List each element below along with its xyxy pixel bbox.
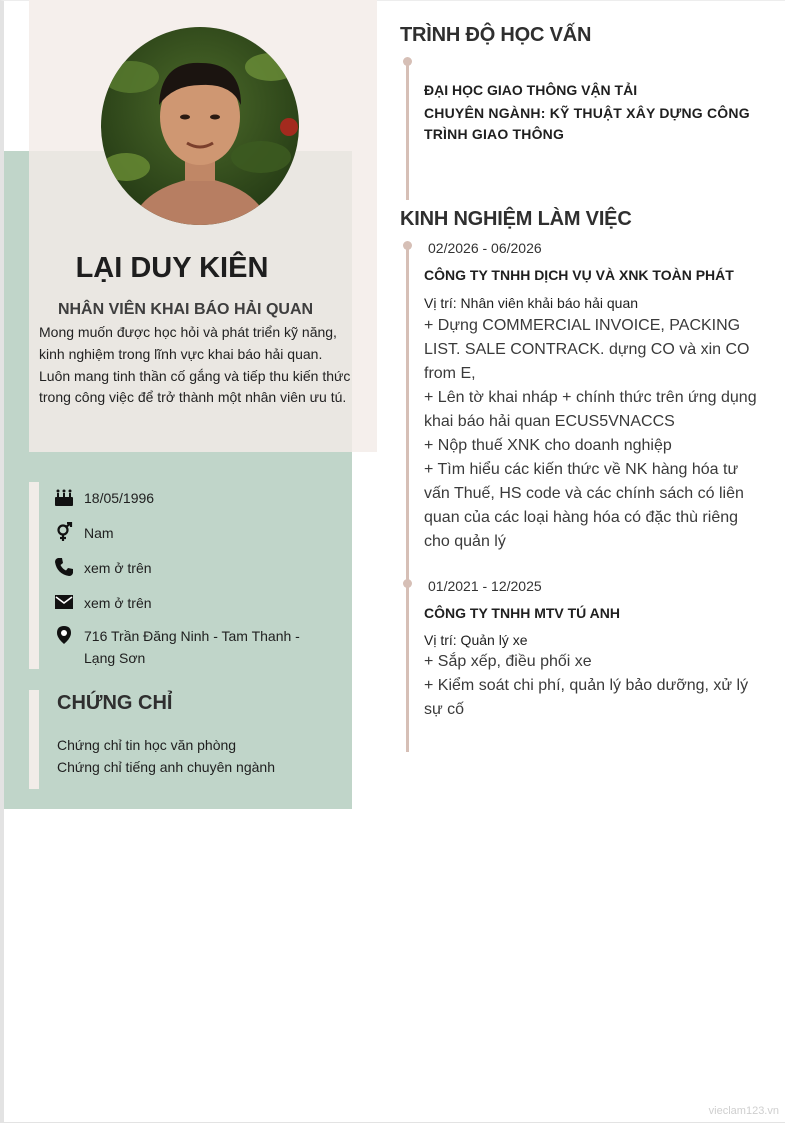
job-date: 01/2021 - 12/2025 <box>428 578 542 594</box>
education-timeline-line <box>406 62 409 200</box>
job-description-line: + Sắp xếp, điều phối xe <box>424 653 592 670</box>
certificates-heading: CHỨNG CHỈ <box>57 692 173 714</box>
job-title: NHÂN VIÊN KHAI BÁO HẢI QUAN <box>57 301 314 318</box>
contact-birthday <box>54 487 324 509</box>
job-description <box>424 650 764 722</box>
job-date: 02/2026 - 06/2026 <box>428 240 542 256</box>
email-value: xem ở trên <box>84 595 152 611</box>
certificate-item: Chứng chỉ tiếng anh chuyên ngành <box>57 759 275 775</box>
contact-email <box>54 592 324 614</box>
candidate-name: LẠI DUY KIÊN <box>75 252 269 284</box>
education-major: CHUYÊN NGÀNH: KỸ THUẬT XÂY DỰNG CÔNG TRÌNH GIAO THÔNG <box>424 105 750 142</box>
job-company: CÔNG TY TNHH DỊCH VỤ VÀ XNK TOÀN PHÁT <box>424 267 734 283</box>
job-timeline-dot <box>403 241 412 250</box>
gender-icon <box>54 522 74 542</box>
job-description-line: + Nộp thuế XNK cho doanh nghiệp <box>424 437 672 454</box>
job-description-line: + Kiểm soát chi phí, quản lý bảo dưỡng, xử lý sự cố <box>424 677 749 718</box>
experience-heading: KINH NGHIỆM LÀM VIỆC <box>400 208 632 230</box>
phone-icon <box>54 557 74 577</box>
job-description-line: + Tìm hiểu các kiến thức về NK hàng hóa tư vấn Thuế, HS code và các chính sách có liên quan của các loại hàng hóa có đặc thù riêng cho quản lý <box>424 461 744 550</box>
experience-timeline-line <box>406 246 409 752</box>
email-icon <box>54 592 74 612</box>
watermark: vieclam123.vn <box>708 1105 779 1117</box>
job-description <box>424 314 764 554</box>
birthday-cake-icon <box>54 487 74 507</box>
contact-phone <box>54 557 324 579</box>
job-position: Vị trí: Nhân viên khải báo hải quan <box>424 295 639 311</box>
job-description-line: + Lên tờ khai nháp + chính thức trên ứng dụng khai báo hải quan ECUS5VNACCS <box>424 389 757 430</box>
contact-address <box>54 625 324 669</box>
location-pin-icon <box>54 625 74 645</box>
certificate-item: Chứng chỉ tin học văn phòng <box>57 737 237 753</box>
contact-accent-bar <box>29 482 39 669</box>
birthday-value: 18/05/1996 <box>84 490 155 506</box>
certificates-accent-bar <box>29 690 39 789</box>
avatar <box>101 27 299 225</box>
education-school: ĐẠI HỌC GIAO THÔNG VẬN TẢI <box>424 82 638 98</box>
contact-gender <box>54 522 324 544</box>
job-company: CÔNG TY TNHH MTV TÚ ANH <box>424 605 620 621</box>
gender-value: Nam <box>84 525 114 541</box>
education-heading: TRÌNH ĐỘ HỌC VẤN <box>400 24 592 46</box>
job-timeline-dot <box>403 579 412 588</box>
phone-value: xem ở trên <box>84 560 152 576</box>
job-description-line: + Dựng COMMERCIAL INVOICE, PACKING LIST. SALE CONTRACK. dựng CO và xin CO from E, <box>424 317 750 382</box>
job-position: Vị trí: Quản lý xe <box>424 632 528 648</box>
career-objective: Mong muốn được học hỏi và phát triển kỹ năng, kinh nghiệm trong lĩnh vực khai báo hải quan. Luôn mang tinh thần cố gắng và tiếp thu kiến thức trong công việc để trở thành một nhân viên ưu tú. <box>39 324 351 406</box>
address-value: 716 Trần Đăng Ninh - Tam Thanh - Lạng Sơn <box>84 628 300 666</box>
